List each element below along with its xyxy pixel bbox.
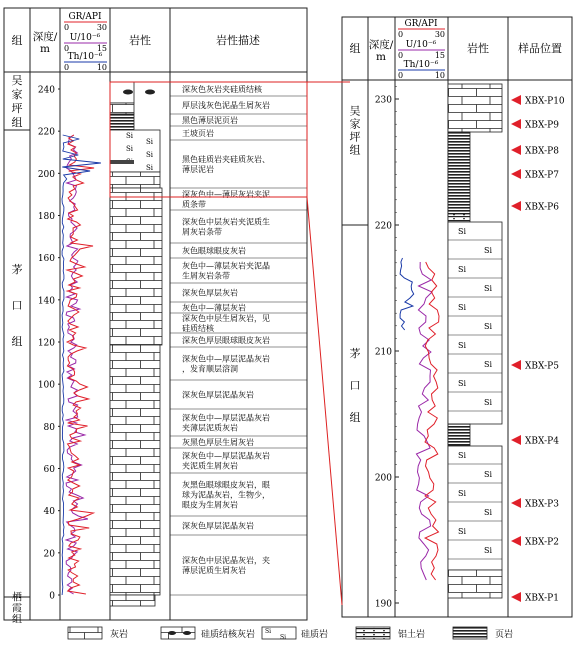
- si-symbol: Si: [484, 470, 493, 479]
- svg-text:坪: 坪: [11, 101, 23, 115]
- lithology-layer: [448, 132, 470, 214]
- left-depth-label: 140: [37, 296, 55, 307]
- lithology-layer: [110, 595, 155, 606]
- left-group-qixia: [12, 591, 22, 626]
- si-symbol: Si: [126, 145, 134, 153]
- right-th-max: 10: [434, 71, 445, 80]
- lithology-description: 深灰色厚层泥晶灰岩: [182, 390, 254, 400]
- left-depth-label: 60: [43, 465, 55, 475]
- svg-text:吴: 吴: [11, 73, 23, 87]
- svg-text:组: 组: [11, 334, 23, 348]
- left-depth-label: 160: [37, 254, 55, 265]
- left-header-gr: GR/API: [68, 12, 102, 22]
- lithology-layer: [448, 446, 502, 570]
- lithology-layer: [110, 345, 160, 595]
- right-gr-min: 0: [398, 30, 404, 39]
- lithology-description: 深灰色厚层眼球眼皮灰岩: [182, 336, 270, 345]
- lithology-description: 深灰色中—厚层泥晶灰岩夹薄层泥质灰岩: [182, 413, 270, 433]
- lithology-layer: [110, 103, 134, 114]
- lithology-description: 灰色中—薄层灰岩: [182, 303, 246, 313]
- left-depth-label: 20: [43, 549, 55, 560]
- si-symbol: Si: [484, 360, 493, 369]
- si-symbol: Si: [458, 451, 467, 460]
- left-gr-max: 30: [96, 23, 107, 32]
- legend-label: 硅质岩: [301, 630, 329, 640]
- u-log-curve: [416, 262, 432, 580]
- right-header-depth: 深度/ m: [368, 39, 394, 63]
- si-symbol: Si: [280, 634, 287, 641]
- si-symbol: Si: [458, 527, 467, 536]
- svg-text:家: 家: [349, 117, 361, 131]
- si-symbol: Si: [146, 164, 154, 172]
- lithology-description: 灰色眼球眼皮灰岩: [182, 246, 246, 256]
- left-group-maokou: [12, 262, 23, 348]
- gr-log-curve: [425, 262, 439, 580]
- sample-label: XBX-P1: [525, 593, 559, 604]
- si-symbol: Si: [146, 151, 154, 159]
- legend-swatch: [453, 627, 487, 639]
- lithology-description: 深灰色灰岩夹硅质结核: [182, 85, 262, 94]
- legend-label: 铝土岩: [398, 630, 426, 640]
- svg-text:组: 组: [349, 410, 361, 424]
- left-depth-label: 220: [37, 127, 55, 138]
- si-symbol: Si: [484, 322, 493, 331]
- sample-label: XBX-P2: [525, 537, 559, 548]
- si-symbol: Si: [265, 628, 272, 635]
- lithology-description: 灰黑色厚层生屑灰岩: [182, 438, 254, 447]
- legend-swatch: [356, 627, 390, 639]
- right-header-group: 组: [349, 42, 361, 55]
- right-depth-label: 190: [374, 599, 392, 610]
- lithology-layer: [110, 114, 134, 130]
- sample-marker: [511, 201, 521, 211]
- sample-marker: [511, 95, 521, 105]
- right-depth-label: 210: [374, 347, 392, 358]
- svg-text:茅: 茅: [349, 346, 361, 360]
- left-depth-label: 100: [37, 380, 55, 391]
- left-th-min: 0: [64, 63, 70, 72]
- lithology-description: 厚层浅灰色泥晶生屑灰岩: [182, 101, 270, 110]
- left-depth-label: 200: [37, 169, 55, 180]
- left-u-max: 15: [96, 44, 107, 53]
- si-symbol: Si: [458, 227, 467, 236]
- left-header-u: U/10⁻⁶: [69, 33, 101, 43]
- svg-text:霞: 霞: [12, 603, 22, 615]
- left-depth-label: 40: [43, 507, 55, 518]
- svg-text:组: 组: [12, 614, 22, 626]
- sample-marker: [511, 119, 521, 129]
- right-header-samples: 样品位置: [518, 42, 562, 55]
- left-header: [12, 12, 261, 72]
- si-symbol: Si: [458, 379, 467, 388]
- sample-marker: [511, 360, 521, 370]
- si-symbol: Si: [458, 489, 467, 498]
- left-depth-label: 180: [37, 212, 55, 222]
- svg-text:栖: 栖: [12, 592, 22, 604]
- right-group-maokou: [350, 346, 361, 424]
- lithology-description: 深灰色中—薄层灰岩夹泥质条带: [182, 190, 270, 209]
- left-depth-label: 80: [43, 422, 55, 433]
- sample-label: XBX-P5: [525, 361, 559, 372]
- si-symbol: Si: [484, 246, 493, 255]
- right-group-wujiaping: [350, 104, 361, 156]
- lithology-description: 深灰色厚层灰岩: [182, 288, 238, 298]
- svg-text:坪: 坪: [349, 130, 361, 144]
- si-symbol: Si: [484, 508, 493, 517]
- si-symbol: Si: [458, 341, 467, 350]
- sample-label: XBX-P3: [525, 499, 559, 510]
- sample-label: XBX-P8: [525, 146, 559, 157]
- right-header-th: Th/10⁻⁶: [403, 60, 439, 70]
- right-depth-label: 230: [374, 95, 392, 106]
- chert-nodule: [123, 90, 133, 95]
- right-u-max: 15: [434, 51, 445, 60]
- legend-label: 硅质结核灰岩: [201, 630, 256, 640]
- right-th-min: 0: [398, 71, 404, 80]
- si-symbol: Si: [484, 284, 493, 293]
- si-symbol: Si: [126, 132, 134, 140]
- left-header-th: Th/10⁻⁶: [67, 52, 103, 62]
- legend-swatch: [68, 627, 102, 639]
- si-symbol: Si: [484, 546, 493, 555]
- right-header-u: U/10⁻⁶: [405, 40, 437, 50]
- lithology-layer: [110, 188, 162, 345]
- svg-text:口: 口: [11, 298, 23, 312]
- sample-label: XBX-P4: [525, 436, 559, 447]
- left-header-group: 组: [11, 34, 23, 47]
- si-symbol: Si: [484, 398, 493, 407]
- left-header-depth: 深度/ m: [32, 31, 58, 55]
- lithology-layer: [448, 424, 470, 446]
- lithology-layer: [448, 214, 470, 222]
- sample-label: XBX-P6: [525, 202, 559, 213]
- lithology-description: 深灰色厚层泥晶灰岩: [182, 521, 254, 531]
- sample-marker: [511, 592, 521, 602]
- left-th-max: 10: [96, 63, 107, 72]
- sample-label: XBX-P10: [525, 96, 565, 107]
- si-symbol: Si: [458, 303, 467, 312]
- svg-text:组: 组: [349, 143, 361, 157]
- right-header: [350, 19, 563, 80]
- legend-label: 灰岩: [110, 630, 129, 640]
- left-group-wujiaping: [12, 74, 23, 129]
- lithology-layer: [448, 84, 502, 132]
- lithology-description: 深灰色中—厚层泥晶灰岩夹泥质生屑灰岩: [182, 451, 270, 471]
- lithology-description: 深灰色中层灰岩夹泥质生屑灰岩条带: [182, 217, 270, 237]
- left-header-lithology: 岩性: [129, 34, 151, 47]
- lithology-description: 灰色中—薄层灰岩夹泥晶生屑灰岩条带: [182, 261, 270, 281]
- lithology-description: 王坡页岩: [182, 129, 214, 138]
- lithology-description: 深灰色中—厚层泥晶灰岩，发育顺层溶洞: [182, 354, 270, 374]
- left-depth-label: 120: [37, 338, 55, 349]
- th-log-curve: [400, 258, 414, 330]
- right-u-min: 0: [398, 51, 404, 60]
- right-header-gr: GR/API: [404, 19, 438, 29]
- svg-text:口: 口: [349, 378, 361, 392]
- lithology-description: 黑色薄层泥页岩: [182, 116, 238, 125]
- si-symbol: Si: [458, 265, 467, 274]
- sample-label: XBX-P9: [525, 120, 559, 131]
- left-gr-min: 0: [64, 23, 70, 32]
- si-symbol: Si: [146, 138, 154, 146]
- left-depth-label: 240: [37, 85, 55, 96]
- svg-text:吴: 吴: [349, 104, 361, 118]
- sample-marker: [511, 536, 521, 546]
- right-depth-label: 200: [374, 473, 392, 484]
- legend-label: 页岩: [495, 630, 514, 640]
- lithology-description: 灰黑色眼球眼皮灰岩，眼球为泥晶灰岩，生物少，眼皮为生屑灰岩: [182, 480, 270, 510]
- svg-text:茅: 茅: [11, 262, 23, 276]
- right-header-lithology: 岩性: [467, 42, 489, 55]
- right-depth-label: 220: [374, 221, 392, 232]
- sample-marker: [511, 169, 521, 179]
- lithology-description: 黑色硅质岩夹硅质灰岩、薄层泥岩: [182, 155, 270, 174]
- left-u-min: 0: [64, 44, 70, 53]
- left-header-description: 岩性描述: [216, 34, 260, 47]
- lithology-layer: [448, 222, 502, 424]
- lithology-description: 深灰色中层生屑灰岩，见硅质结核: [182, 314, 270, 333]
- sample-marker: [511, 498, 521, 508]
- right-gr-max: 30: [434, 30, 445, 39]
- lithology-description: 深灰色中层泥晶灰岩，夹薄层泥质生屑灰岩: [182, 556, 270, 575]
- sample-marker: [511, 145, 521, 155]
- svg-text:组: 组: [11, 115, 23, 129]
- left-depth-label: 0: [49, 591, 55, 602]
- sample-label: XBX-P7: [525, 170, 559, 181]
- lithology-layer: [448, 570, 502, 598]
- svg-text:家: 家: [11, 87, 23, 101]
- chert-nodule: [145, 90, 155, 95]
- lithology-layer: [110, 172, 160, 188]
- sample-marker: [511, 435, 521, 445]
